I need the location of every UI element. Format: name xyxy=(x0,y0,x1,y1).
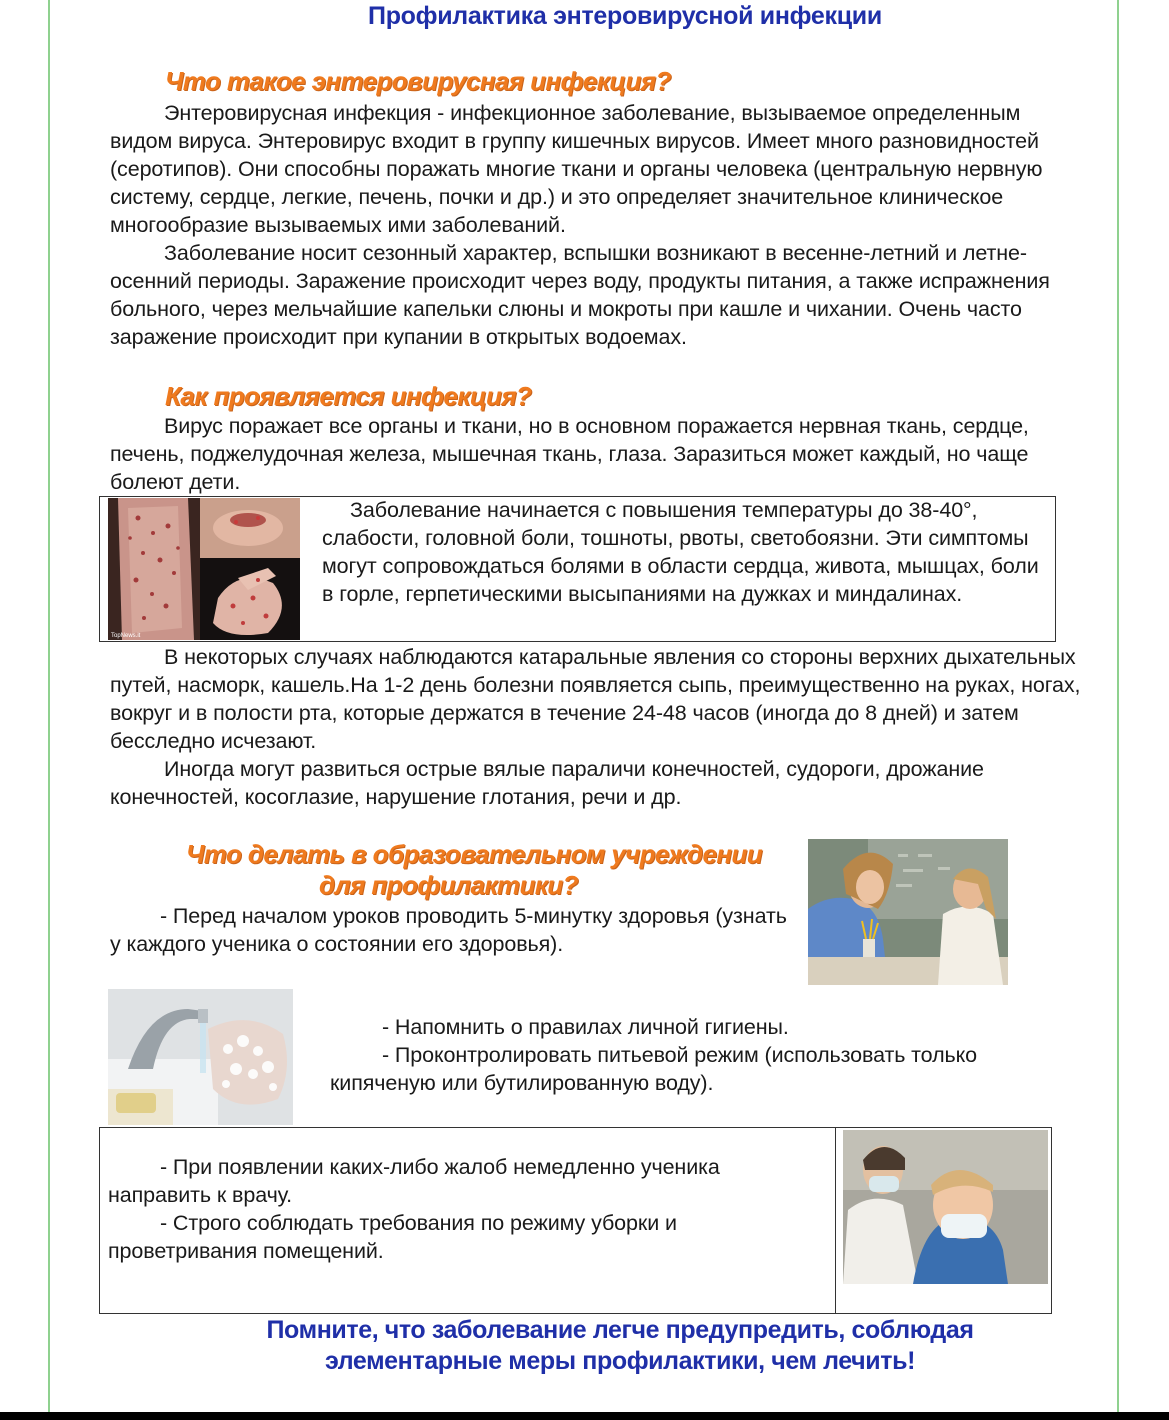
paragraph: Энтеровирусная инфекция - инфекционное заболевание, вызываемое определенным видом вируса. Энтеровирус входит в группу кишечных вирусов. Имеет много разновидностей (серотипов). Они способны поражать многие ткани и органы человека (центральную нервную систему, сердце, легкие, печень, почки и др.) и это определяет значительное клиническое многообразие вызываемых ими заболеваний. xyxy=(110,101,1043,237)
left-border-line xyxy=(48,0,50,1412)
page-title: Профилактика энтеровирусной инфекции xyxy=(368,2,882,30)
symptoms-box-text xyxy=(322,496,1040,608)
box-divider xyxy=(835,1127,836,1313)
handwashing-image xyxy=(108,989,293,1125)
list-item: - Строго соблюдать требования по режиму уборки и проветривания помещений. xyxy=(108,1211,677,1263)
rash-photo xyxy=(108,498,300,640)
paragraph: Заболевание начинается с повышения температуры до 38-40°, слабости, головной боли, тошноты, рвоты, светобоязни. Эти симптомы могут сопровождаться болями в области сердца, живота, мышцах, боли в горле, герпетическими высыпаниями на дужках и миндалинах. xyxy=(322,498,1039,606)
paragraph: Вирус поражает все органы и ткани, но в основном поражается нервная ткань, сердце, печень, поджелудочная железа, мышечная ткань, глаза. Заразиться может каждый, но чаще болеют дети. xyxy=(110,414,1029,494)
list-item: - Перед началом уроков проводить 5-минутку здоровья (узнать у каждого ученика о состоянии его здоровья). xyxy=(110,904,787,956)
right-border-line xyxy=(1117,0,1119,1412)
prevention-item-health-minute xyxy=(110,902,800,958)
rash-photo-image xyxy=(108,498,300,640)
handwashing-photo xyxy=(108,989,293,1125)
section-heading-what-is: Что такое энтеровирусная инфекция? xyxy=(165,66,671,96)
section-heading-prevention-line2: для профилактики? xyxy=(319,870,578,900)
closing-line-2: элементарные меры профилактики, чем лечить! xyxy=(324,1347,916,1375)
prevention-items-doctor-cleaning xyxy=(108,1153,823,1265)
list-item: - Проконтролировать питьевой режим (использовать только кипяченую или бутилированную воду). xyxy=(330,1043,978,1095)
paragraph: В некоторых случаях наблюдаются катаральные явления со стороны верхних дыхательных путей, насморк, кашель.На 1-2 день болезни появляется сыпь, преимущественно на руках, ногах, вокруг и в полости рта, которые держатся в течение 24-48 часов (иногда до 8 дней) и затем бесследно исчезают. xyxy=(110,645,1081,753)
section2-body xyxy=(110,643,1085,811)
paragraph: Иногда могут развиться острые вялые параличи конечностей, судороги, дрожание конечностей, косоглазие, нарушение глотания, речи и др. xyxy=(110,757,984,809)
doctor-child-image xyxy=(843,1130,1048,1284)
teacher-student-photo xyxy=(808,839,1008,985)
doctor-child-photo xyxy=(843,1130,1048,1284)
photo-watermark: TopNews.it xyxy=(111,633,141,639)
list-item: - Напомнить о правилах личной гигиены. xyxy=(382,1015,789,1039)
section2-intro xyxy=(110,412,1070,496)
section1-body xyxy=(110,99,1085,351)
paragraph: Заболевание носит сезонный характер, вспышки возникают в весенне-летний и летне-осенний периоды. Заражение происходит через воду, продукты питания, а также испражнения больного, через мельчайшие капельки слюны и мокроты при кашле и чихании. Очень часто заражение происходит при купании в открытых водоемах. xyxy=(110,241,1050,349)
list-item: - При появлении каких-либо жалоб немедленно ученика направить к врачу. xyxy=(108,1155,720,1207)
prevention-items-hygiene xyxy=(330,1013,1000,1097)
teacher-student-image xyxy=(808,839,1008,985)
section-heading-prevention-line1: Что делать в образовательном учреждении xyxy=(186,839,762,869)
closing-line-1: Помните, что заболевание легче предупредить, соблюдая xyxy=(266,1316,974,1344)
section-heading-symptoms: Как проявляется инфекция? xyxy=(165,381,532,411)
bottom-bar xyxy=(0,1412,1169,1420)
